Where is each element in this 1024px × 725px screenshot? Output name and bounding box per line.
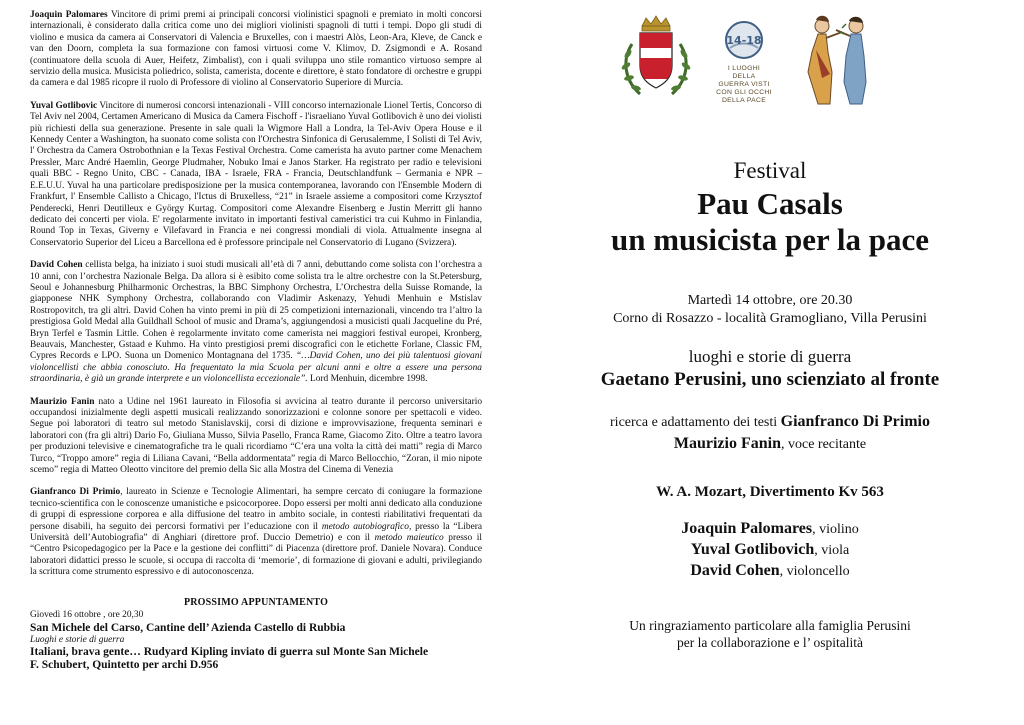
performer-name: Joaquin Palomares — [681, 520, 813, 537]
logo-caption-line: I LUOGHI DELLA — [727, 65, 761, 80]
credit-research-name: Gianfranco Di Primio — [780, 413, 930, 430]
bio-name: David Cohen — [30, 260, 83, 271]
event-datetime: Martedì 14 ottobre, ore 20.30 — [687, 293, 853, 308]
bio-text: presso il “Centro Psicopedagogico per la Pace e la gestione dei conflitti” di Piacenza (direttore prof. Daniele Novara). Conduce laboratori didattici presso le scuole, si occupa di raccolta di ‘memorie’, di formazione di giovani e adulti, privilegiando la scrittura come strumento espressivo e di autoconoscenza. — [30, 533, 483, 578]
thanks-line: Un ringraziamento particolare alla famiglia Perusini — [629, 618, 911, 633]
municipal-crest-logo — [618, 14, 694, 104]
festival-title — [540, 186, 1000, 258]
bio-quote: “…David Cohen, uno dei più talentuosi giovani violoncellisti che abbia conosciuto. Ha frequentato la mia Scuola per alcuni anni e oltre a essere una persona straordinaria, è già un grande interprete e un violoncellista eccezionale”. — [30, 351, 482, 385]
bio-name: Maurizio Fanin — [30, 396, 95, 407]
bio-cohen — [30, 260, 482, 385]
performer-role: , viola — [814, 543, 850, 558]
performer — [540, 561, 1000, 582]
program-title: W. A. Mozart, Divertimento Kv 563 — [656, 484, 884, 500]
festival-label: Festival — [733, 158, 807, 183]
bio-text: , presso la “Libera Università dell’Autobiografia” di Anghiari (direttore prof. Duccio Demetrio) e con il — [30, 521, 483, 544]
logos-row — [618, 12, 878, 108]
anniversary-badge-icon — [724, 20, 764, 60]
dancing-figures-illustration — [796, 12, 880, 108]
credit-research — [540, 411, 1000, 433]
thanks-line: per la collaborazione e l’ ospitalità — [676, 635, 864, 650]
performer-role: , violoncello — [779, 564, 850, 579]
acknowledgements — [540, 617, 1000, 651]
credit-voice — [540, 433, 1000, 455]
next-event-program: F. Schubert, Quintetto per archi D.956 — [30, 658, 219, 671]
next-event-venue: San Michele del Carso, Cantine dell’ Azienda Castello di Rubbia — [30, 621, 346, 634]
event-talk-title: Gaetano Perusini, uno scienziato al fronte — [600, 369, 940, 390]
event-datetime-place — [540, 292, 1000, 328]
war-peace-logo — [716, 20, 772, 105]
performer-name: David Cohen — [690, 562, 780, 579]
next-event — [30, 597, 482, 672]
bio-name: Gianfranco Di Primio — [30, 487, 121, 498]
festival-title-line1: Pau Casals — [697, 186, 843, 221]
event-place: Corno di Rosazzo - località Gramogliano, Villa Perusini — [613, 311, 927, 326]
next-event-heading: PROSSIMO APPUNTAMENTO — [183, 596, 329, 608]
bio-italic: metodo maieutico — [374, 533, 444, 544]
bio-name: Joaquin Palomares — [30, 10, 108, 20]
festival-title-line2: un musicista per la pace — [610, 222, 930, 257]
bio-text: Vincitore di numerosi concorsi intenazionali - VIII concorso internazionale Lionel Tertis, Concorso di Tel Aviv nel 2004, Certamen Americano di Musica da Camera Fischoff - l'israeliano Yuval Gotlibovich è uno dei violisti più richiesti della sua generazione. Presente in sale quali la Wigmore Hall a Londra, la Tel-Aviv Opera House e il Kennedy Center a Washington, ha suonato come solista con l'Orchestra Sinfonica di Gerusalemme, I Solisti di Tel Aviv, l' Orchestra da Camera Ostrobothnian e la Texas Festival Orchestra. Come camerista ha avuto partner come Menachem Pressler, Marc André Haemlin, George Pludmaher, Nobuko Imai e Janos Starker. Ha registrato per radio e televisioni quali BBC - Regno Unito, CBC - Canada, IBA - Israele, FRA - Francia, Deutschlandfunk – Germania e NPR – E.E.U.U. Yuval ha una particolare predisposizione per la musica contemporanea, lavorando con l'Ensemble Modern di Frankfurt, l' Ensemble Callisto a Chicago, l'Ictus di Bruxelless, “21” in Israele assieme a compositori come Krzysztof Penderecki, Henri Deutilleux e György Kurtag. Compositori come Alexandre Eisenberg e Justin Merritt gli hanno dedicato dei concerti per viola. E' regolarmente invitato in importanti festival cameristici tra cui Kuhmo in Finlandia, Round Top in Texas, Giverny e Vilefavard in Francia e nei congressi mondiali di viola. Attualmente insegna al Conservatorio Superior del Liceu a Barcellona ed è professore principale nel Conservatorio di Lugano (Svizzera). — [30, 100, 482, 248]
performers — [540, 519, 1000, 582]
bio-italic: metodo autobiografico — [321, 521, 409, 532]
logo-caption-line: GUERRA VISTI — [718, 81, 770, 88]
bios-column — [30, 10, 482, 672]
bio-gotlibovich — [30, 101, 482, 249]
bio-fanin — [30, 397, 482, 477]
bio-text: Vincitore di primi premi ai principali concorsi violinistici spagnoli e premiato in molti concorsi internazionali, è considerato dalla critica come uno dei migliori violinisti spagnoli di tutti i tempi. Dopo gli studi di violino e musica da camera ai Conservatori di Valencia e Bruxelles, con i maestri Alòs, Leon-Ara, Kleve, de Canck e van den Doorn, completa la sua formazione con famosi virtuosi come V. Klimov, D. Zsigmondi e A. Rosand (continuatore della scuola di Auer, Heifetz, Zimbalist), con i quali sviluppa uno stile romantico virtuoso sempre al servizio della musica. Musicista poliedrico, solista, camerista, docente e direttore, è stato fondatore di orchestre e gruppi da camera e dal 1985 ricopre il ruolo di Professore di violino al Conservatorio Superiore di Murcia. — [30, 10, 482, 89]
performer-role: , violino — [812, 522, 859, 537]
svg-text:14-18: 14-18 — [726, 34, 762, 47]
bio-palomares — [30, 10, 482, 90]
credit-voice-name: Maurizio Fanin — [673, 435, 781, 452]
credit-voice-role: , voce recitante — [780, 437, 867, 452]
next-event-date: Giovedì 16 ottobre , ore 20,30 — [30, 610, 144, 621]
next-event-title: Italiani, brava gente… Rudyard Kipling inviato di guerra sul Monte San Michele — [30, 645, 429, 658]
performer-name: Yuval Gotlibovich — [690, 541, 815, 558]
credits — [540, 411, 1000, 455]
performer — [540, 519, 1000, 540]
bio-text: , laureato in Scienze e Tecnologie Alimentari, ha sempre cercato di coniugare la formazione tecnico-scientifica con le conoscenze umanistiche e psicocorporee. Dopo essersi per molti anni dedicato alla conduzione di gruppi di espressione corporea e alla diffusione del teatro in ambito sociale, in contesti riabilitativi frequentati da persone disabili, ha seguito dei percorsi formativi per l’educazione con il — [30, 487, 482, 532]
bio-quote-author: Lord Menhuin, dicembre 1998. — [310, 374, 428, 385]
next-event-subtitle: Luoghi e storie di guerra — [30, 634, 125, 645]
bio-text: cellista belga, ha iniziato i suoi studi musicali all’età di 7 anni, debuttando come solista con l’orchestra a 10 anni, con l’orchestra Nazionale Belga. Da allora si è esibito come solista tra le altre orchestre con la St.Petersburg, Seoul e Johannesburg Philharmonic Orchestras, la BBC Simphony Orchestra, L’Orchestra della Suisse Romande, la giapponese NHK Symphony Orchestra, collaborando con Vladimir Askenazy, Yehudi Menhuin e Mstislav Rostropovitch, tra gli altri. David Cohen ha vinto premi in più di 25 competizioni internazionali, vincendo tra l’altro la prestigiosa Gold Medal alla Guildhall School of music and Drama’s, aggiungendosi a musicisti quali Jacqueline du Pré, Bryn Terfel e Tasmin Little. Cohen è regolarmente invitato come camerista nei maggiori festival europei, Kronberg, Beauvais, Manchester, Gstaad e Kuhmo. Ha vinto prestigiosi premi discografici con le etichette Forlane, Classic FM, Cypres Records e LPO. Suona un Domenico Montagnana del 1735. — [30, 260, 483, 362]
credit-research-label: ricerca e adattamento dei testi — [610, 415, 778, 430]
logo-caption-line: DELLA PACE — [721, 97, 767, 104]
bio-text: nato a Udine nel 1961 laureato in Filosofia si avvicina al teatro durante il percorso universitario occupandosi inizialmente degli aspetti musicali realizzando sonorizzazioni e colonne sonore per spettacoli e video. Segue poi laboratori di teatro sul metodo Stanislavskij, corsi di dizione e improvvisazione, frequenta seminari e laboratori con (fra gli altri) Dario Fo, Giuliana Musso, Silvia Pasello, Franca Rame, Giacomo Zito. Oltre a teatro lavora per produzioni televisive e cinematografiche tra le quali ricordiamo “C’era una volta la città dei matti” regia di Marco Turco, “Troppo amore” regia di Liliana Cavani, “Bella addormentata” regia di Marco Bellocchio, “Zoran, il mio nipote scemo” regia di Matteo Oleotto vincitore del premio della Sic alla Mostra del Cinema di Venezia — [30, 396, 483, 476]
bio-name: Yuval Gotlibovic — [30, 100, 98, 111]
event-theme: luoghi e storie di guerra — [688, 347, 852, 366]
performer — [540, 540, 1000, 561]
logo-caption-line: CON GLI OCCHI — [716, 89, 772, 96]
bio-di-primio — [30, 487, 482, 578]
